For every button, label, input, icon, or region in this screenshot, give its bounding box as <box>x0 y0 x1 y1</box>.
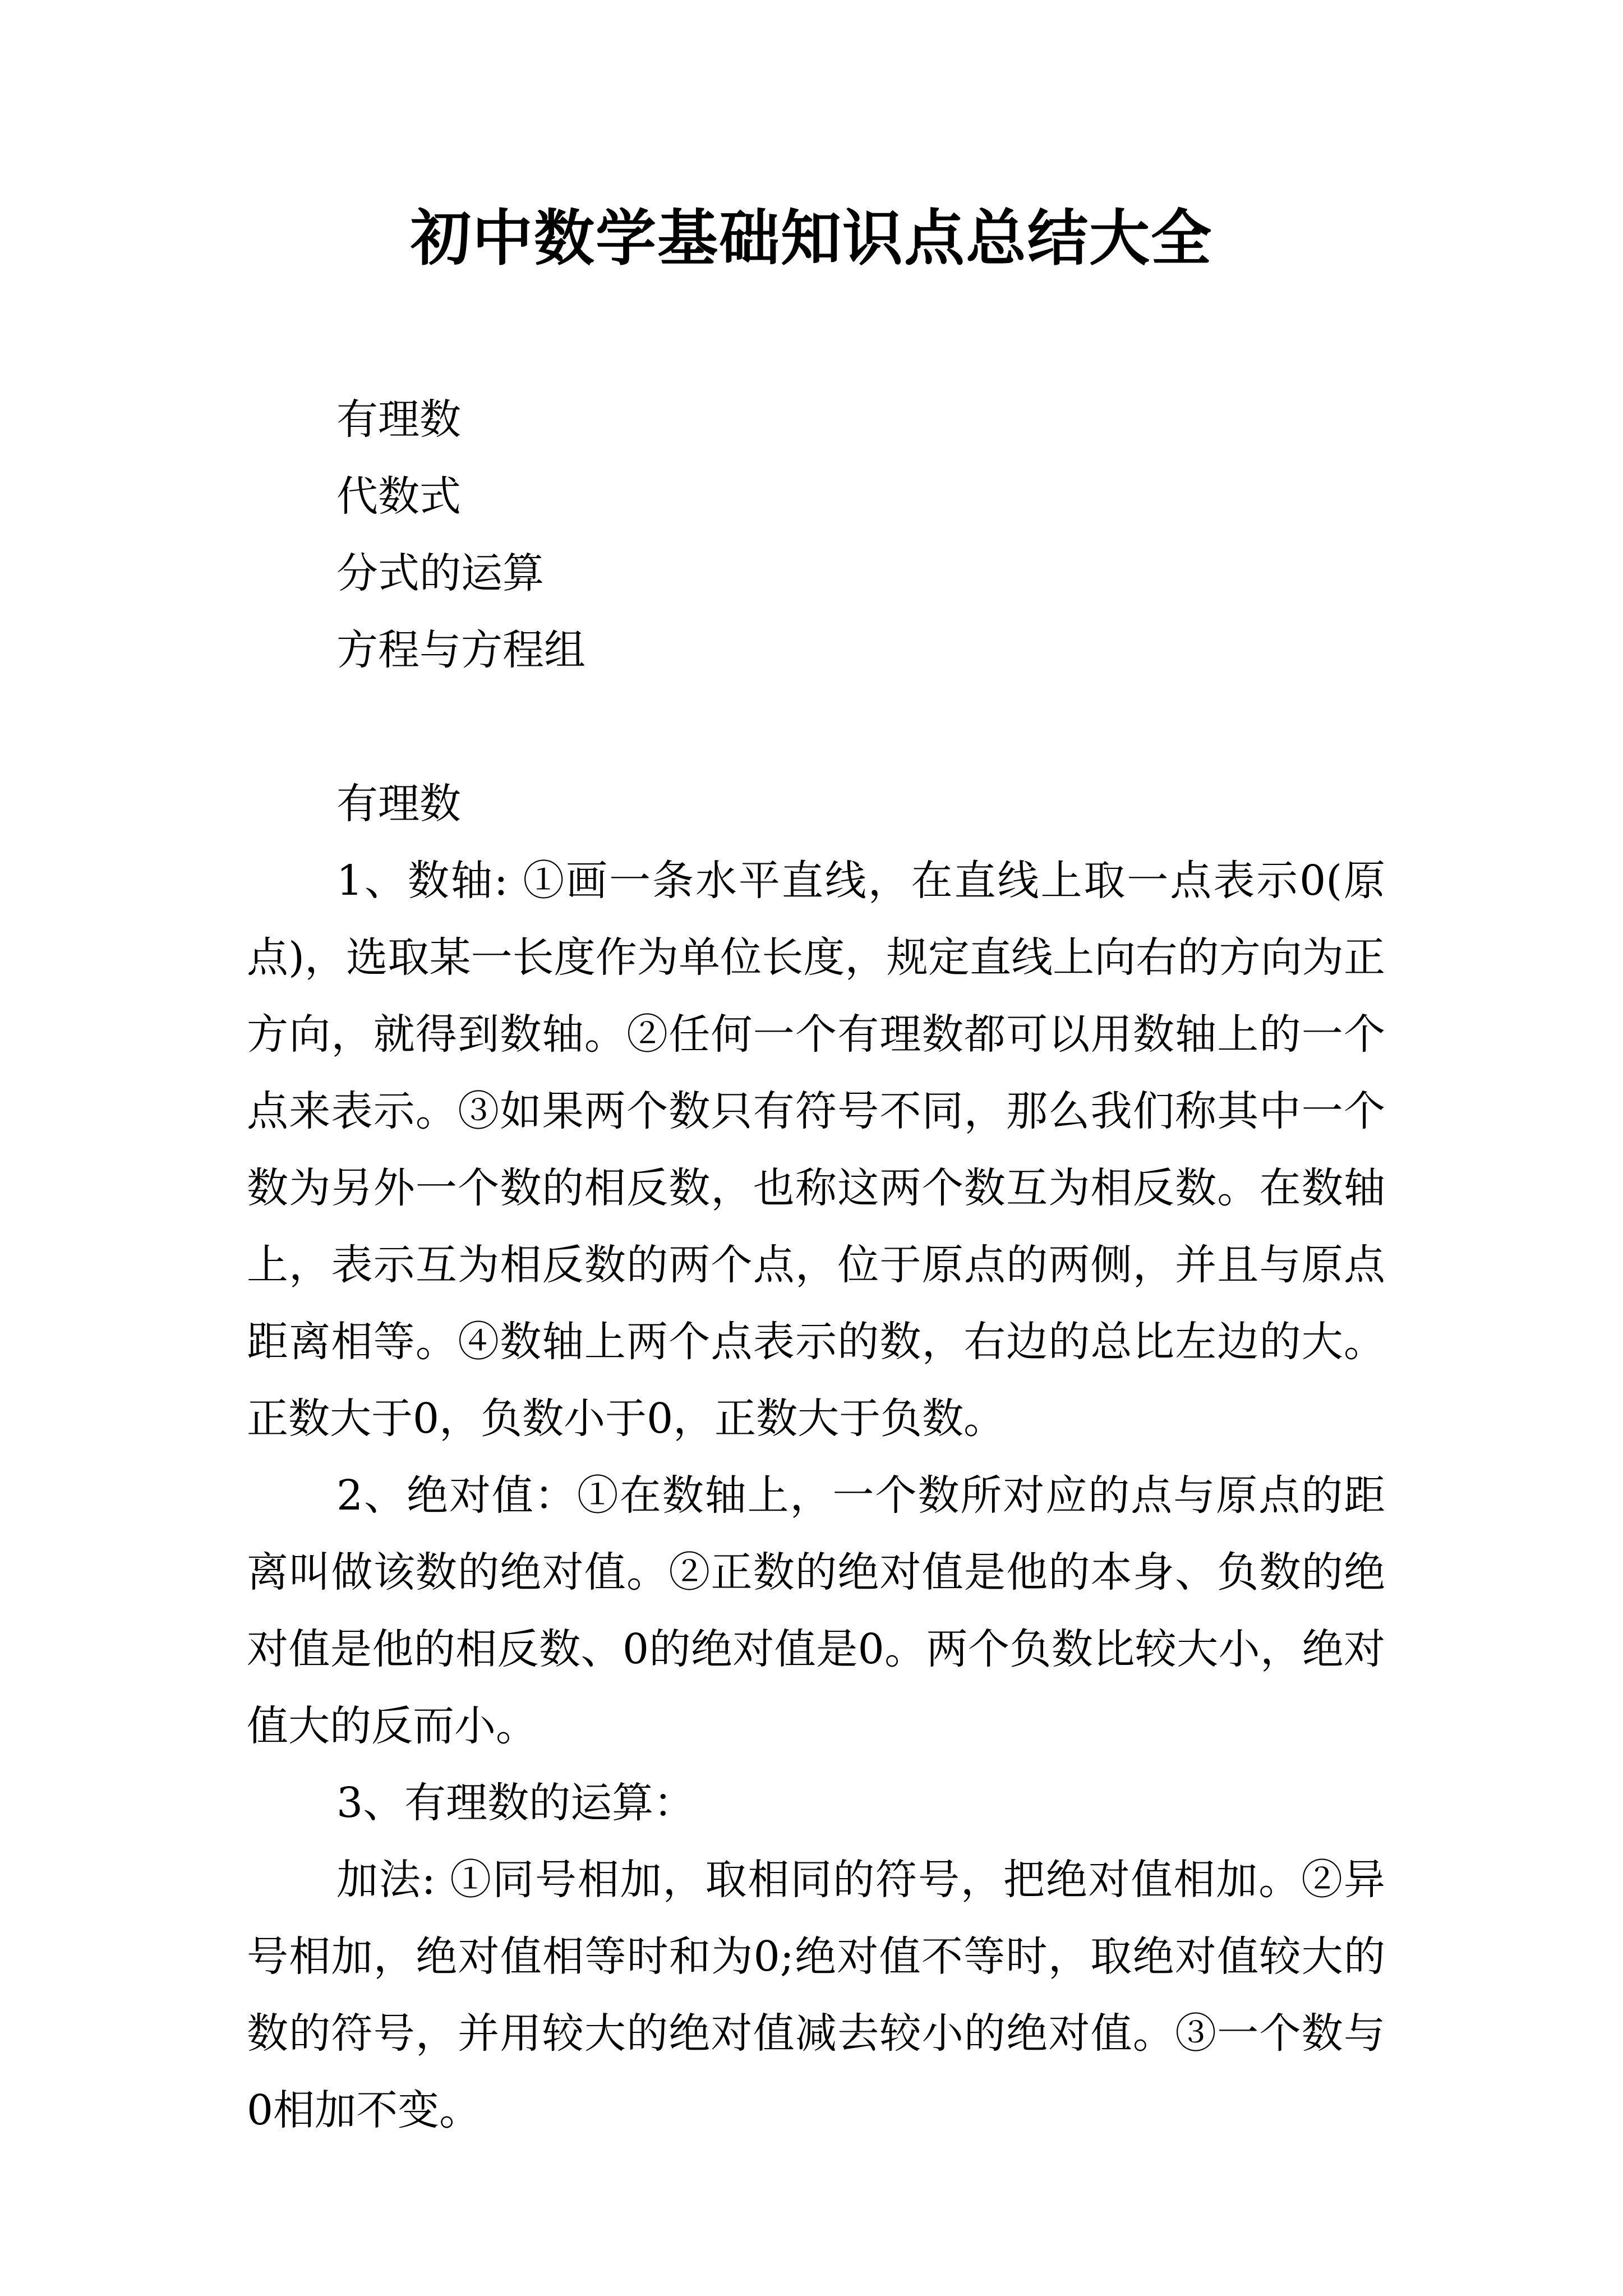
toc-item-equations: 方程与方程组 <box>336 626 585 674</box>
document-body <box>247 766 1385 2149</box>
toc-item-fraction-operations: 分式的运算 <box>336 549 544 597</box>
toc-item-algebraic-expressions: 代数式 <box>336 472 461 521</box>
table-of-contents <box>336 381 585 689</box>
paragraph-operations-heading: 3、有理数的运算： <box>336 1779 695 1827</box>
paragraph-absolute-value: 2、绝对值：①在数轴上，一个数所对应的点与原点的距离叫做该数的绝对值。②正数的绝对值是他的本身、负数的绝对值是他的相反数、0的绝对值是0。两个负数比较大小，绝对值大的反而小。 <box>247 1471 1385 1750</box>
paragraph-number-line: 1、数轴: ①画一条水平直线，在直线上取一点表示0(原点)，选取某一长度作为单位长度，规定直线上向右的方向为正方向，就得到数轴。②任何一个有理数都可以用数轴上的一个点来表示。③如果两个数只有符号不同，那么我们称其中一个数为另外一个数的相反数，也称这两个数互为相反数。在数轴上，表示互为相反数的两个点，位于原点的两侧，并且与原点距离相等。④数轴上两个点表示的数，右边的总比左边的大。正数大于0，负数小于0，正数大于负数。 <box>247 857 1385 1443</box>
document-title: 初中数学基础知识点总结大全 <box>410 203 1212 274</box>
section-heading: 有理数 <box>336 780 461 828</box>
toc-item-rational-numbers: 有理数 <box>336 395 461 444</box>
paragraph-addition: 加法: ①同号相加，取相同的符号，把绝对值相加。②异号相加，绝对值相等时和为0;绝对值不等时，取绝对值较大的数的符号，并用较大的绝对值减去较小的绝对值。③一个数与0相加不变。 <box>247 1856 1385 2134</box>
